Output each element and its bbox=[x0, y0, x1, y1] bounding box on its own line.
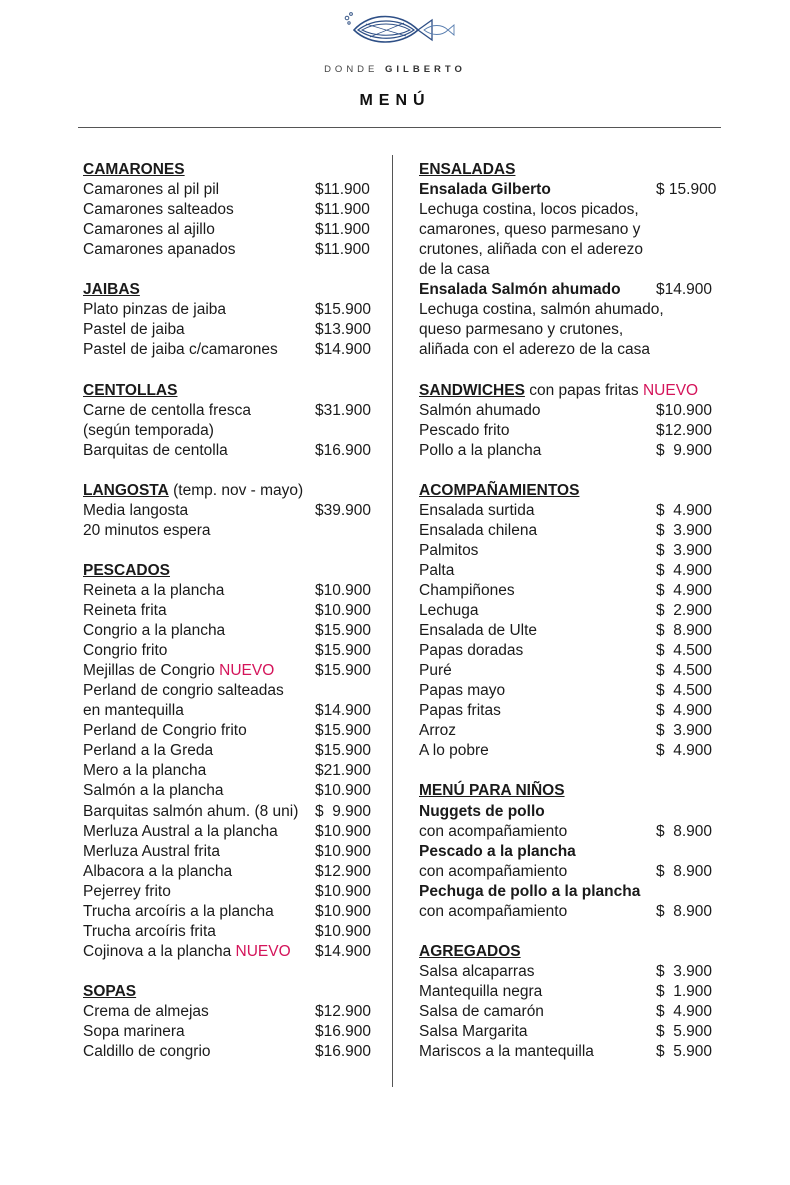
menu-item bbox=[419, 982, 719, 1002]
column-divider bbox=[392, 155, 393, 1087]
item-price: $10.900 bbox=[315, 822, 372, 840]
item-price: $ 4.900 bbox=[656, 1002, 713, 1020]
item-name-with-badge bbox=[83, 942, 291, 962]
menu-item bbox=[83, 802, 375, 822]
brand-name-bold: GILBERTO bbox=[385, 64, 466, 75]
section-note: (temp. nov - mayo) bbox=[168, 481, 304, 499]
item-price: $15.900 bbox=[315, 722, 372, 740]
item-name: Pejerrey frito bbox=[83, 882, 171, 900]
menu-item bbox=[419, 521, 719, 541]
item-price: $10.900 bbox=[656, 401, 713, 419]
item-price: $11.900 bbox=[315, 201, 370, 219]
item-name: Camarones apanados bbox=[83, 241, 236, 259]
item-price: $10.900 bbox=[315, 602, 372, 620]
item-name: Mero a la plancha bbox=[83, 762, 207, 780]
item-name: Papas fritas bbox=[419, 702, 501, 720]
item-price: $10.900 bbox=[315, 782, 372, 800]
menu-item bbox=[83, 1022, 375, 1042]
menu-item bbox=[419, 280, 719, 300]
item-price: $ 2.900 bbox=[656, 602, 713, 620]
menu-header bbox=[0, 0, 790, 130]
item-name: Papas doradas bbox=[419, 642, 524, 660]
item-name: Reineta frita bbox=[83, 602, 167, 620]
item-name: Caldillo de congrio bbox=[83, 1043, 211, 1061]
menu-item bbox=[419, 1002, 719, 1022]
item-name: Perland de Congrio frito bbox=[83, 722, 247, 740]
item-description: camarones, queso parmesano y bbox=[419, 221, 641, 239]
item-price: $ 3.900 bbox=[656, 521, 713, 539]
menu-item bbox=[83, 842, 375, 862]
menu-item bbox=[419, 401, 719, 421]
menu-item bbox=[83, 822, 375, 842]
item-description: queso parmesano y crutones, bbox=[419, 321, 624, 339]
menu-item bbox=[83, 320, 375, 340]
section-title-jaibas: JAIBAS bbox=[83, 281, 140, 299]
menu-item bbox=[419, 441, 719, 461]
brand-prefix: DONDE bbox=[324, 64, 379, 75]
item-name: Mariscos a la mantequilla bbox=[419, 1043, 594, 1061]
item-price: $14.900 bbox=[315, 341, 372, 359]
item-price: $ 4.500 bbox=[656, 642, 713, 660]
item-name: Carne de centolla fresca bbox=[83, 401, 252, 419]
item-price: $ 5.900 bbox=[656, 1043, 713, 1061]
item-name: Champiñones bbox=[419, 581, 515, 599]
item-description: Lechuga costina, locos picados, bbox=[419, 201, 639, 219]
menu-item bbox=[419, 180, 719, 200]
item-name: Pastel de jaiba bbox=[83, 321, 185, 339]
item-name: con acompañamiento bbox=[419, 822, 568, 840]
fish-logo-icon bbox=[340, 10, 455, 50]
menu-item bbox=[83, 922, 375, 942]
item-name: Salsa de camarón bbox=[419, 1002, 544, 1020]
item-name: Camarones al ajillo bbox=[83, 221, 215, 239]
item-price: $14.900 bbox=[315, 942, 372, 960]
left-column bbox=[83, 160, 375, 1062]
acompanamientos-list bbox=[419, 501, 719, 762]
item-price: $ 8.900 bbox=[656, 622, 713, 640]
item-price: $11.900 bbox=[315, 221, 370, 239]
item-price: $12.900 bbox=[315, 1002, 372, 1020]
item-name: Ensalada surtida bbox=[419, 501, 535, 519]
menu-item bbox=[419, 902, 719, 922]
item-price: $14.900 bbox=[315, 702, 372, 720]
item-description: Lechuga costina, salmón ahumado, bbox=[419, 301, 664, 319]
right-column bbox=[419, 160, 719, 1062]
menu-item bbox=[83, 882, 375, 902]
item-name: con acompañamiento bbox=[419, 902, 568, 920]
item-name: Palta bbox=[419, 561, 455, 579]
menu-item bbox=[419, 1022, 719, 1042]
menu-item bbox=[419, 541, 719, 561]
item-price: $31.900 bbox=[315, 401, 372, 419]
item-name: Perland a la Greda bbox=[83, 742, 214, 760]
item-price: $15.900 bbox=[315, 742, 372, 760]
item-price: $ 4.500 bbox=[656, 682, 713, 700]
item-name: con acompañamiento bbox=[419, 862, 568, 880]
item-name: Barquitas salmón ahum. (8 uni) bbox=[83, 802, 299, 820]
section-title-ninos: MENÚ PARA NIÑOS bbox=[419, 782, 565, 800]
item-price: $12.900 bbox=[656, 421, 713, 439]
item-name: Crema de almejas bbox=[83, 1002, 209, 1020]
item-price: $ 4.900 bbox=[656, 561, 713, 579]
menu-item bbox=[83, 501, 375, 521]
section-title-centollas: CENTOLLAS bbox=[83, 381, 178, 399]
menu-item bbox=[419, 701, 719, 721]
menu-item bbox=[419, 601, 719, 621]
menu-item bbox=[83, 942, 375, 962]
menu-item bbox=[83, 761, 375, 781]
item-price: $ 4.900 bbox=[656, 742, 713, 760]
item-name: Salmón a la plancha bbox=[83, 782, 224, 800]
menu-item bbox=[83, 581, 375, 601]
item-price: $ 3.900 bbox=[656, 541, 713, 559]
item-price: $ 15.900 bbox=[656, 181, 717, 199]
menu-item bbox=[83, 300, 375, 320]
section-title-acompanamientos: ACOMPAÑAMIENTOS bbox=[419, 481, 580, 499]
item-name: Pastel de jaiba c/camarones bbox=[83, 341, 278, 359]
item-name: Salsa alcaparras bbox=[419, 962, 535, 980]
item-name: Palmitos bbox=[419, 541, 479, 559]
menu-item bbox=[83, 401, 375, 421]
menu-item bbox=[83, 340, 375, 360]
item-name: Cojinova a la plancha bbox=[83, 942, 236, 960]
item-name: Ensalada chilena bbox=[419, 521, 538, 539]
new-badge: NUEVO bbox=[642, 381, 699, 399]
menu-item bbox=[83, 701, 375, 721]
item-name: Perland de congrio salteadas bbox=[83, 682, 284, 700]
item-price: $ 5.900 bbox=[656, 1023, 713, 1041]
item-name: Pollo a la plancha bbox=[419, 441, 542, 459]
item-price: $ 3.900 bbox=[656, 722, 713, 740]
section-title-agregados: AGREGADOS bbox=[419, 942, 521, 960]
item-name: en mantequilla bbox=[83, 702, 184, 720]
item-name: Merluza Austral frita bbox=[83, 842, 220, 860]
item-name: Camarones al pil pil bbox=[83, 181, 220, 199]
item-note: (según temporada) bbox=[83, 421, 214, 439]
item-price: $ 9.900 bbox=[656, 441, 713, 459]
menu-item bbox=[83, 601, 375, 621]
item-description: aliñada con el aderezo de la casa bbox=[419, 341, 650, 359]
menu-item bbox=[419, 681, 719, 701]
agregados-list bbox=[419, 962, 719, 1062]
item-name: A lo pobre bbox=[419, 742, 489, 760]
item-name: Mejillas de Congrio bbox=[83, 662, 220, 680]
menu-item bbox=[83, 441, 375, 461]
kids-item-title: Pescado a la plancha bbox=[419, 842, 576, 860]
menu-item bbox=[83, 220, 375, 240]
menu-item bbox=[419, 962, 719, 982]
menu-item bbox=[83, 240, 375, 260]
item-price: $16.900 bbox=[315, 1043, 372, 1061]
section-title-langosta: LANGOSTA bbox=[83, 481, 169, 499]
item-price: $12.900 bbox=[315, 862, 372, 880]
item-description: crutones, aliñada con el aderezo bbox=[419, 241, 644, 259]
item-price: $ 4.900 bbox=[656, 581, 713, 599]
item-price: $ 4.500 bbox=[656, 662, 713, 680]
menu-item bbox=[419, 741, 719, 761]
item-name: Puré bbox=[419, 662, 452, 680]
item-name: Pescado frito bbox=[419, 421, 510, 439]
item-description: de la casa bbox=[419, 261, 490, 279]
section-header-sandwiches bbox=[419, 381, 719, 401]
item-price: $15.900 bbox=[315, 642, 372, 660]
item-name: Congrio frito bbox=[83, 642, 168, 660]
menu-item bbox=[83, 641, 375, 661]
item-price: $16.900 bbox=[315, 441, 372, 459]
item-price: $11.900 bbox=[315, 241, 370, 259]
item-price: $39.900 bbox=[315, 501, 372, 519]
item-name: Papas mayo bbox=[419, 682, 506, 700]
section-title-pescados: PESCADOS bbox=[83, 561, 170, 579]
menu-item bbox=[419, 501, 719, 521]
section-title-sopas: SOPAS bbox=[83, 982, 137, 1000]
kids-item-title: Nuggets de pollo bbox=[419, 802, 545, 820]
item-price: $15.900 bbox=[315, 301, 372, 319]
item-price: $ 4.900 bbox=[656, 501, 713, 519]
menu-item bbox=[419, 862, 719, 882]
section-note: con papas fritas bbox=[524, 381, 643, 399]
menu-item bbox=[419, 641, 719, 661]
item-price: $10.900 bbox=[315, 581, 372, 599]
item-note: 20 minutos espera bbox=[83, 521, 211, 539]
menu-item bbox=[83, 741, 375, 761]
section-title-sandwiches: SANDWICHES bbox=[419, 381, 525, 399]
item-name: Merluza Austral a la plancha bbox=[83, 822, 278, 840]
menu-item bbox=[83, 862, 375, 882]
item-name: Arroz bbox=[419, 722, 457, 740]
item-name: Barquitas de centolla bbox=[83, 441, 228, 459]
item-price: $14.900 bbox=[656, 281, 713, 299]
item-price: $16.900 bbox=[315, 1023, 372, 1041]
new-badge: NUEVO bbox=[219, 662, 275, 680]
item-price: $13.900 bbox=[315, 321, 372, 339]
item-price: $ 8.900 bbox=[656, 822, 713, 840]
item-name: Salsa Margarita bbox=[419, 1023, 528, 1041]
new-badge: NUEVO bbox=[235, 942, 291, 960]
item-name: Trucha arcoíris a la plancha bbox=[83, 902, 274, 920]
item-price: $ 1.900 bbox=[656, 982, 713, 1000]
menu-item bbox=[83, 781, 375, 801]
item-name: Reineta a la plancha bbox=[83, 581, 225, 599]
item-price: $10.900 bbox=[315, 922, 372, 940]
item-name: Trucha arcoíris frita bbox=[83, 922, 216, 940]
item-name: Ensalada Salmón ahumado bbox=[419, 281, 621, 299]
item-price: $15.900 bbox=[315, 662, 372, 680]
item-price: $21.900 bbox=[315, 762, 372, 780]
item-name: Mantequilla negra bbox=[419, 982, 543, 1000]
menu-item bbox=[419, 721, 719, 741]
item-price: $ 9.900 bbox=[315, 802, 372, 820]
item-price: $10.900 bbox=[315, 882, 372, 900]
menu-item bbox=[419, 421, 719, 441]
item-price: $15.900 bbox=[315, 622, 372, 640]
page-title: MENÚ bbox=[359, 92, 431, 109]
item-price: $ 8.900 bbox=[656, 902, 713, 920]
menu-item bbox=[83, 200, 375, 220]
item-name: Lechuga bbox=[419, 602, 479, 620]
item-name: Albacora a la plancha bbox=[83, 862, 233, 880]
item-name: Camarones salteados bbox=[83, 201, 234, 219]
menu-item bbox=[419, 822, 719, 842]
item-name: Plato pinzas de jaiba bbox=[83, 301, 227, 319]
menu-item bbox=[83, 1002, 375, 1022]
menu-item bbox=[419, 661, 719, 681]
section-title-ensaladas: ENSALADAS bbox=[419, 161, 516, 178]
section-header-langosta bbox=[83, 481, 375, 501]
menu-item bbox=[83, 721, 375, 741]
item-name-with-badge bbox=[83, 661, 274, 681]
menu-item bbox=[419, 621, 719, 641]
item-price: $10.900 bbox=[315, 842, 372, 860]
menu-item bbox=[83, 621, 375, 641]
item-price: $ 3.900 bbox=[656, 962, 713, 980]
item-price: $11.900 bbox=[315, 181, 370, 199]
item-name: Congrio a la plancha bbox=[83, 622, 226, 640]
brand-name bbox=[0, 64, 790, 75]
menu-item bbox=[83, 1042, 375, 1062]
item-name: Ensalada de Ulte bbox=[419, 622, 538, 640]
menu-item bbox=[419, 1042, 719, 1062]
item-price: $10.900 bbox=[315, 902, 372, 920]
header-divider bbox=[78, 127, 721, 128]
menu-item bbox=[83, 902, 375, 922]
menu-item bbox=[419, 561, 719, 581]
item-name: Ensalada Gilberto bbox=[419, 181, 551, 199]
menu-item bbox=[419, 581, 719, 601]
item-price: $ 8.900 bbox=[656, 862, 713, 880]
menu-item bbox=[83, 180, 375, 200]
section-title-camarones: CAMARONES bbox=[83, 161, 185, 178]
item-name: Salmón ahumado bbox=[419, 401, 541, 419]
item-price: $ 4.900 bbox=[656, 702, 713, 720]
menu-item bbox=[83, 661, 375, 681]
kids-item-title: Pechuga de pollo a la plancha bbox=[419, 882, 641, 900]
item-name: Sopa marinera bbox=[83, 1023, 185, 1041]
item-name: Media langosta bbox=[83, 501, 189, 519]
